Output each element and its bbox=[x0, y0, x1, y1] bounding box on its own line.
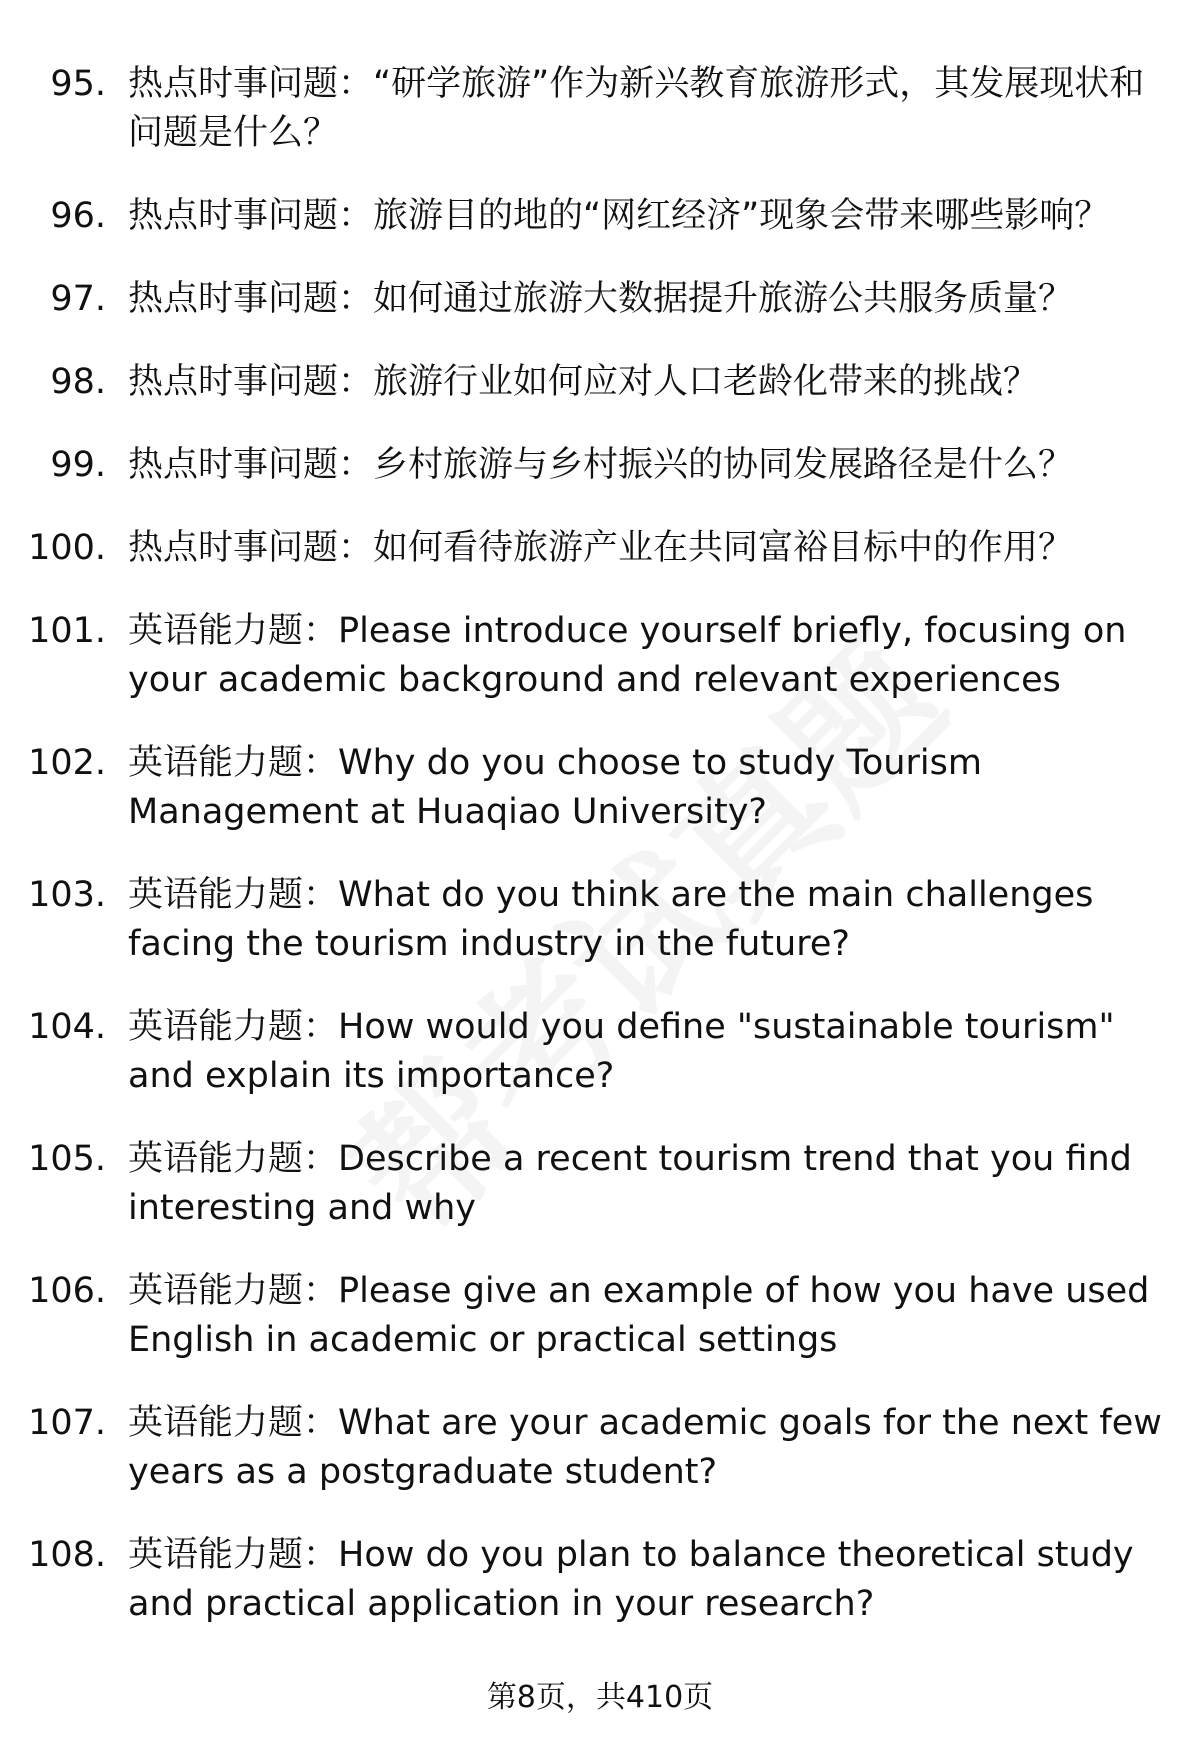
question-category: 热点时事问题： bbox=[128, 196, 374, 236]
question-item bbox=[0, 358, 1200, 407]
question-number: 103. bbox=[28, 875, 106, 915]
question-body bbox=[106, 524, 1200, 573]
question-text: Please introduce yourself briefly, focusing on your academic background and relevant experiences bbox=[128, 611, 1127, 700]
question-item bbox=[0, 524, 1200, 573]
question-number: 97. bbox=[50, 279, 106, 319]
question-number: 96. bbox=[50, 196, 106, 236]
question-category: 英语能力题： bbox=[128, 1271, 339, 1311]
question-body bbox=[106, 1003, 1200, 1101]
question-number: 107. bbox=[28, 1403, 106, 1443]
question-number: 108. bbox=[28, 1535, 106, 1575]
question-body bbox=[106, 441, 1200, 490]
question-item bbox=[0, 1135, 1200, 1233]
question-item bbox=[0, 441, 1200, 490]
question-text: “研学旅游”作为新兴教育旅游形式，其发展现状和问题是什么？ bbox=[128, 64, 1145, 153]
question-number: 102. bbox=[28, 743, 106, 783]
question-category: 热点时事问题： bbox=[128, 362, 374, 402]
question-number: 101. bbox=[28, 611, 106, 651]
question-body bbox=[106, 871, 1200, 969]
page-number-label: 第8页，共410页 bbox=[486, 1680, 714, 1715]
question-category: 英语能力题： bbox=[128, 611, 339, 651]
question-text: What do you think are the main challenges facing the tourism industry in the future? bbox=[128, 875, 1094, 964]
question-item bbox=[0, 739, 1200, 837]
question-number: 95. bbox=[50, 64, 106, 104]
question-item bbox=[0, 1003, 1200, 1101]
question-item bbox=[0, 1531, 1200, 1629]
question-category: 英语能力题： bbox=[128, 743, 339, 783]
question-body bbox=[106, 607, 1200, 705]
question-category: 英语能力题： bbox=[128, 1403, 339, 1443]
question-body bbox=[106, 1399, 1200, 1497]
question-body bbox=[106, 1267, 1200, 1365]
question-item bbox=[0, 871, 1200, 969]
question-number: 100. bbox=[28, 528, 106, 568]
question-number: 99. bbox=[50, 445, 106, 485]
question-number: 104. bbox=[28, 1007, 106, 1047]
question-category: 热点时事问题： bbox=[128, 64, 374, 104]
question-category: 热点时事问题： bbox=[128, 445, 374, 485]
question-body bbox=[106, 1531, 1200, 1629]
question-text: What are your academic goals for the next few years as a postgraduate student? bbox=[128, 1403, 1162, 1492]
question-category: 英语能力题： bbox=[128, 1007, 339, 1047]
question-body bbox=[106, 739, 1200, 837]
question-body bbox=[106, 192, 1200, 241]
question-category: 热点时事问题： bbox=[128, 528, 374, 568]
question-text: 乡村旅游与乡村振兴的协同发展路径是什么？ bbox=[373, 445, 1074, 485]
question-item bbox=[0, 1399, 1200, 1497]
question-item bbox=[0, 60, 1200, 158]
question-text: Describe a recent tourism trend that you find interesting and why bbox=[128, 1139, 1132, 1228]
question-number: 98. bbox=[50, 362, 106, 402]
question-item bbox=[0, 275, 1200, 324]
page-footer bbox=[0, 1678, 1200, 1718]
question-text: How do you plan to balance theoretical study and practical application in your research? bbox=[128, 1535, 1134, 1624]
question-category: 英语能力题： bbox=[128, 1139, 339, 1179]
question-text: 旅游目的地的“网红经济”现象会带来哪些影响？ bbox=[373, 196, 1110, 236]
question-list bbox=[0, 60, 1200, 1663]
question-body bbox=[106, 275, 1200, 324]
question-body bbox=[106, 358, 1200, 407]
question-number: 106. bbox=[28, 1271, 106, 1311]
question-item bbox=[0, 607, 1200, 705]
question-body bbox=[106, 1135, 1200, 1233]
question-text: Why do you choose to study Tourism Management at Huaqiao University? bbox=[128, 743, 982, 832]
question-text: Please give an example of how you have used English in academic or practical settings bbox=[128, 1271, 1150, 1360]
question-text: How would you define "sustainable tourism" and explain its importance? bbox=[128, 1007, 1115, 1096]
question-category: 英语能力题： bbox=[128, 1535, 339, 1575]
question-category: 热点时事问题： bbox=[128, 279, 374, 319]
question-item bbox=[0, 192, 1200, 241]
question-body bbox=[106, 60, 1200, 158]
question-category: 英语能力题： bbox=[128, 875, 339, 915]
question-text: 如何看待旅游产业在共同富裕目标中的作用？ bbox=[373, 528, 1074, 568]
question-text: 如何通过旅游大数据提升旅游公共服务质量？ bbox=[373, 279, 1074, 319]
question-text: 旅游行业如何应对人口老龄化带来的挑战？ bbox=[373, 362, 1039, 402]
question-number: 105. bbox=[28, 1139, 106, 1179]
question-item bbox=[0, 1267, 1200, 1365]
